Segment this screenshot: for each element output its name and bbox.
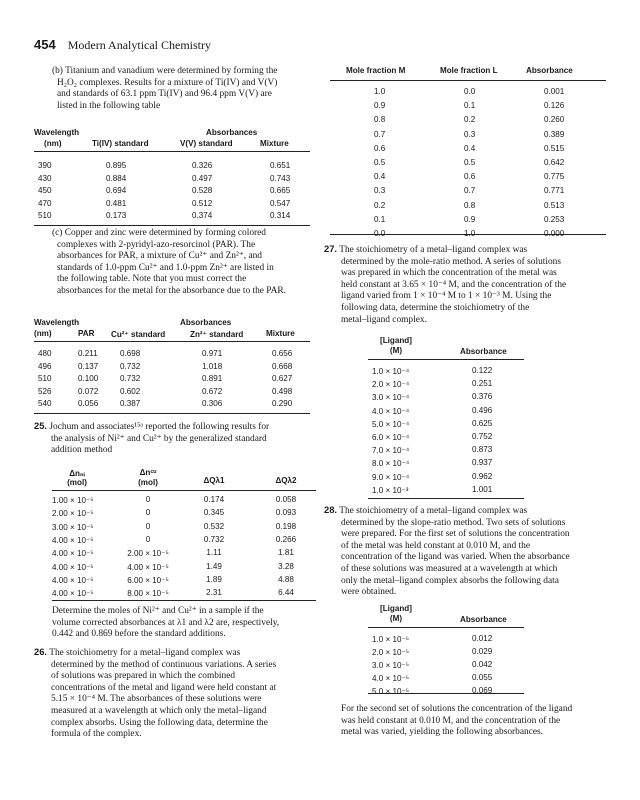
table-row	[34, 387, 310, 399]
problem-28-after	[341, 704, 617, 739]
col-header-ligand: [Ligand]	[380, 604, 412, 613]
text-line: listed in the following table	[57, 100, 161, 111]
text-line: (c) Copper and zinc were determined by forming colored	[52, 228, 266, 238]
table-cell: 0.602	[120, 386, 141, 396]
table-cell: 0.515	[544, 143, 565, 153]
table-rule	[52, 490, 316, 491]
table-row	[330, 186, 606, 198]
col-header-mf-l: Mole fraction L	[440, 66, 498, 75]
text-line: of these solutions was measured at a wavelength at which	[341, 563, 558, 574]
table-row	[52, 575, 316, 587]
table-cell: 4.00 × 10⁻⁵	[52, 575, 94, 585]
table-cell: 0.8	[374, 115, 386, 125]
table-cell: 470	[38, 198, 52, 208]
col-header-dn-cu: Δnᶜᵘ	[139, 468, 157, 477]
table-cell: 1.00 × 10⁻⁵	[52, 496, 94, 505]
text-line: The stoichiometry of a metal–ligand complex was	[339, 245, 528, 255]
table-cell: 0.100	[78, 374, 99, 383]
table-cell: 0.732	[120, 374, 141, 383]
col-header-absorbances: Absorbances	[206, 128, 258, 137]
text-line: complexes with 2-pyridyl-azo-resorcinol (PAR). The	[57, 239, 256, 250]
table-cell: 0.042	[472, 660, 493, 669]
table-row	[52, 562, 316, 574]
table-cell: 0.137	[78, 361, 99, 371]
table-cell: 0.698	[120, 349, 141, 358]
col-header-zn: Zn²⁺ standard	[190, 330, 244, 339]
text-line: standards of 1.0-ppm Cu²⁺ and 1.0-ppm Zn²⁺ are listed in	[57, 262, 274, 273]
col-header-mixture: Mixture	[266, 329, 295, 338]
table-cell: 0.668	[272, 361, 293, 371]
table-cell: 4.00 × 10⁻⁵	[52, 589, 94, 599]
table-rule	[52, 600, 316, 601]
table-cell: 0.651	[270, 161, 291, 170]
text-line: was prepared in which the concentration of the metal was	[341, 268, 557, 279]
table-cell: 0.642	[544, 158, 565, 167]
table-cell: 1.89	[206, 574, 222, 584]
table-cell: 3.28	[278, 561, 294, 571]
table-cell: 510	[38, 374, 52, 383]
table-cell: 0.9	[374, 101, 386, 111]
table-row	[368, 419, 524, 431]
col-header-absorbance: Absorbance	[460, 615, 507, 624]
table-row	[368, 458, 524, 470]
table-cell: 0.497	[192, 173, 213, 183]
table-row	[34, 186, 310, 198]
table-cell: 0	[145, 508, 151, 518]
table-cell: 0.9	[464, 214, 476, 224]
table-cell: 0.126	[544, 101, 565, 111]
text-line: determined by the method of continuous variations. A series	[51, 659, 277, 670]
table-rule	[330, 234, 606, 235]
col-header-par: PAR	[78, 329, 95, 338]
table-cell: 5.0 × 10⁻⁵	[372, 687, 410, 696]
table-cell: 1.0 × 10⁻⁴	[372, 367, 410, 376]
problem-28-text	[324, 504, 614, 599]
table-cell: 4.88	[278, 574, 294, 584]
table-cell: 0.314	[270, 211, 291, 220]
table-cell: 0.4	[374, 172, 386, 182]
table-25	[52, 468, 316, 608]
table-cell: 0.1	[464, 101, 476, 111]
running-title: Modern Analytical Chemistry	[67, 38, 212, 52]
table-row	[368, 686, 524, 698]
text-line: the analysis of Ni²⁺ and Cu²⁺ by the generalized standard	[51, 433, 267, 444]
table-row	[34, 174, 310, 186]
table-cell: 510	[38, 211, 52, 220]
table-cell: 0.512	[192, 198, 213, 208]
table-cell: 4.00 × 10⁻⁵	[127, 562, 169, 572]
text-line: were obtained.	[341, 587, 397, 598]
col-header-absorbances: Absorbances	[180, 318, 232, 327]
table-cell: 0.3	[464, 129, 476, 139]
table-cell: 0.173	[106, 211, 127, 220]
table-cell: 0.7	[374, 129, 386, 139]
table-cell: 0.513	[544, 200, 565, 210]
text-line: were prepared. For the first set of solutions the concentration	[341, 529, 570, 540]
table-cell: 0.3	[374, 186, 386, 196]
table-row	[330, 201, 606, 213]
table-cell: 0.058	[275, 495, 297, 504]
table-cell: 0.884	[106, 173, 127, 183]
table-cell: 0.873	[472, 445, 493, 455]
text-line: absorbances for PAR, a mixture of Cu²⁺ and Zn²⁺, and	[57, 251, 262, 262]
table-cell: 0.895	[106, 161, 127, 170]
table-cell: 0.072	[78, 386, 99, 396]
problem-number: 25.	[34, 420, 48, 431]
table-row	[368, 485, 524, 497]
text-line: The stoichiometry for a metal–ligand complex was	[49, 648, 241, 658]
table-b	[34, 128, 310, 228]
table-cell: 0	[145, 521, 151, 531]
table-cell: 0.7	[464, 186, 476, 196]
table-cell: 0	[145, 534, 151, 544]
table-28	[368, 604, 524, 696]
table-cell: 496	[38, 361, 52, 371]
table-cell: 0.547	[270, 198, 291, 208]
table-row	[34, 399, 310, 411]
table-row	[34, 199, 310, 211]
table-cell: 0.093	[275, 508, 297, 518]
text-line: held constant at 3.65 × 10⁻⁴ M, and the concentration of the	[341, 279, 567, 290]
table-cell: 0.627	[272, 374, 293, 383]
table-cell: 5.0 × 10⁻⁴	[372, 419, 410, 429]
table-row	[330, 215, 606, 227]
table-row	[34, 349, 310, 361]
table-rule	[368, 359, 524, 360]
table-cell: 7.0 × 10⁻⁴	[372, 446, 410, 456]
table-row	[330, 172, 606, 184]
table-cell: 0.962	[472, 471, 493, 481]
col-header-mixture: Mixture	[260, 139, 289, 148]
table-row	[368, 379, 524, 391]
table-cell: 1.018	[202, 361, 223, 371]
table-rule	[368, 693, 524, 694]
table-row	[330, 229, 606, 241]
table-cell: 0.4	[464, 143, 476, 153]
table-row	[368, 366, 524, 378]
text-line: measured at a wavelength at which only the metal–ligand	[51, 705, 267, 716]
table-cell: 0.496	[472, 405, 493, 415]
col-header-v: V(V) standard	[180, 139, 233, 148]
table-cell: 1.0 × 10⁻³	[372, 485, 409, 495]
table-cell: 0.0	[374, 229, 386, 238]
table-cell: 0.743	[270, 173, 291, 183]
table-cell: 0.625	[472, 418, 493, 428]
table-cell: 3.00 × 10⁻⁵	[52, 522, 94, 532]
text-line: of the metal was held constant at 0.010 M, and the	[341, 540, 531, 551]
table-row	[368, 445, 524, 457]
table-cell: 0.251	[472, 379, 493, 389]
table-rule	[330, 80, 606, 81]
table-cell: 1.0	[464, 229, 476, 238]
problem-25-after	[52, 606, 316, 641]
table-mole-fraction	[330, 66, 606, 236]
table-cell: 0.665	[270, 186, 291, 195]
table-cell: 0.5	[464, 158, 476, 167]
table-cell: 0.1	[374, 214, 386, 224]
col-header-m: (M)	[389, 614, 403, 623]
table-row	[330, 158, 606, 170]
table-cell: 0.012	[472, 634, 493, 643]
table-cell: 2.31	[206, 588, 222, 598]
problem-number: 26.	[34, 646, 48, 657]
table-cell: 0.029	[472, 647, 493, 656]
text-line: The stoichiometry of a metal–ligand complex was	[339, 506, 528, 516]
table-cell: 0.260	[544, 115, 565, 125]
col-header-m: (M)	[389, 346, 403, 355]
table-rule	[34, 151, 310, 152]
table-row	[330, 130, 606, 142]
table-cell: 4.00 × 10⁻⁵	[52, 549, 94, 559]
text-line: only the metal–ligand complex absorbs the following data	[341, 575, 559, 586]
table-cell: 4.0 × 10⁻⁵	[372, 674, 410, 683]
table-cell: 0.056	[78, 399, 99, 408]
table-cell: 9.0 × 10⁻⁴	[372, 472, 410, 482]
table-row	[52, 522, 316, 534]
text-line: the following table. Note that you must correct the	[57, 274, 247, 285]
table-row	[330, 115, 606, 127]
table-cell: 8.0 × 10⁻⁴	[372, 459, 410, 469]
problem-number: 28.	[324, 504, 338, 515]
page-number: 454	[34, 37, 56, 52]
text-line: was held constant at 0.010 M, and the concentration of the	[341, 715, 561, 726]
table-cell: 0.174	[203, 495, 225, 504]
table-cell: 480	[38, 349, 52, 358]
text-line: (b) Titanium and vanadium were determined by forming the	[52, 66, 278, 76]
table-row	[52, 508, 316, 520]
text-line: Determine the moles of Ni²⁺ and Cu²⁺ in a sample if the	[52, 606, 264, 616]
table-cell: 4.00 × 10⁻⁵	[52, 535, 94, 545]
table-row	[34, 211, 310, 223]
table-cell: 0.374	[192, 211, 213, 220]
table-row	[52, 588, 316, 600]
table-rule	[368, 627, 524, 628]
table-cell: 0.198	[275, 521, 297, 531]
table-cell: 2.0 × 10⁻⁴	[372, 380, 410, 390]
table-row	[52, 495, 316, 507]
table-cell: 1.11	[206, 548, 222, 558]
table-cell: 0.2	[374, 200, 386, 210]
table-cell: 0.5	[374, 158, 386, 167]
table-cell: 1.49	[206, 561, 222, 571]
table-cell: 0.891	[202, 374, 223, 383]
col-header-absorbance: Absorbance	[460, 347, 507, 356]
table-cell: 3.0 × 10⁻⁴	[372, 393, 410, 403]
table-cell: 0.345	[203, 508, 225, 518]
col-header-dn-ni: Δnₙᵢ	[69, 469, 85, 478]
table-cell: 1.0	[374, 87, 386, 96]
table-cell: 1.81	[278, 548, 294, 558]
problem-26-text	[34, 646, 314, 741]
table-cell: 0.732	[120, 361, 141, 371]
text-line: 5.15 × 10⁻⁴ M. The absorbances of these solutions were	[51, 694, 262, 705]
table-row	[368, 472, 524, 484]
table-row	[368, 432, 524, 444]
table-c	[34, 318, 310, 418]
table-cell: 0.069	[472, 686, 493, 695]
table-cell: 0.971	[202, 349, 223, 358]
table-cell: 0.937	[472, 458, 493, 468]
table-cell: 6.00 × 10⁻⁵	[127, 575, 169, 585]
text-line: following data, determine the stoichiometry of the	[341, 302, 530, 313]
table-cell: 0.694	[106, 186, 127, 195]
col-header-cu: Cu²⁺ standard	[111, 330, 166, 339]
table-row	[34, 161, 310, 173]
problem-25-text	[34, 420, 314, 457]
table-cell: 0.672	[202, 386, 223, 396]
table-cell: 0.0	[464, 87, 476, 96]
table-rule	[34, 225, 310, 226]
table-row	[330, 87, 606, 99]
col-header-dq1: ΔQλ1	[203, 476, 225, 485]
table-cell: 0.253	[544, 214, 565, 224]
table-row	[34, 362, 310, 374]
running-header	[34, 36, 211, 54]
table-cell: 0.306	[202, 399, 223, 408]
table-cell: 6.0 × 10⁻⁴	[372, 433, 410, 442]
table-cell: 0.266	[275, 534, 297, 544]
table-cell: 0.498	[272, 386, 293, 396]
text-line: Jochum and associates¹⁵ᵃ reported the following results for	[49, 422, 270, 432]
table-cell: 0.732	[203, 534, 225, 544]
table-cell: 0.775	[544, 172, 565, 182]
table-cell: 0.532	[203, 521, 225, 531]
col-header-mol: (mol)	[138, 478, 158, 487]
table-cell: 2.0 × 10⁻⁵	[372, 648, 410, 657]
table-cell: 8.00 × 10⁻⁵	[127, 589, 169, 599]
col-header-ligand: [Ligand]	[380, 336, 412, 345]
table-cell: 390	[38, 161, 52, 170]
text-line: addition method	[51, 445, 113, 456]
table-rule	[368, 498, 524, 499]
table-cell: 4.0 × 10⁻⁴	[372, 406, 410, 416]
col-header-mol: (mol)	[67, 478, 87, 487]
col-header-nm: (nm)	[44, 139, 62, 148]
table-cell: 0.656	[272, 349, 293, 358]
col-header-nm: (nm)	[34, 329, 52, 338]
table-cell: 0.000	[544, 229, 565, 238]
text-line: formula of the complex.	[51, 729, 142, 740]
table-row	[368, 392, 524, 404]
table-rule	[34, 413, 310, 414]
table-row	[330, 101, 606, 113]
text-line: H₂O₂ complexes. Results for a mixture of Ti(IV) and V(V)	[57, 77, 278, 88]
table-rule	[34, 341, 310, 342]
table-cell: 0.211	[78, 349, 98, 358]
table-cell: 0.528	[192, 186, 213, 195]
table-cell: 0.387	[120, 399, 141, 408]
table-cell: 3.0 × 10⁻⁵	[372, 661, 410, 670]
text-line: concentrations of the metal and ligand were held constant at	[51, 682, 277, 693]
table-row	[52, 535, 316, 547]
table-cell: 0.6	[374, 143, 386, 153]
table-cell: 6.44	[278, 588, 294, 598]
table-cell: 0.055	[472, 673, 493, 682]
col-header-absorbance: Absorbance	[526, 66, 573, 75]
table-cell: 430	[38, 173, 52, 183]
table-row	[34, 374, 310, 386]
table-cell: 0.326	[192, 161, 213, 170]
problem-27-text	[324, 243, 614, 326]
col-header-ti: Ti(IV) standard	[92, 139, 149, 148]
table-row	[52, 548, 316, 560]
table-cell: 0.389	[544, 129, 565, 139]
table-cell: 0.376	[472, 392, 493, 402]
table-cell: 0.481	[106, 198, 127, 208]
text-line: metal–ligand complex.	[341, 314, 427, 325]
text-line: determined by the slope-ratio method. Two sets of solutions	[341, 517, 566, 528]
text-line: volume corrected absorbances at λ1 and λ2 are, respectively,	[52, 617, 280, 628]
table-cell: 0	[145, 495, 151, 504]
table-cell: 0.2	[464, 115, 476, 125]
table-cell: 0.752	[472, 432, 493, 441]
table-row	[368, 673, 524, 685]
table-row	[330, 144, 606, 156]
text-line: and standards of 63.1 ppm Ti(IV) and 96.4 ppm V(V) are	[57, 89, 272, 100]
table-27	[368, 336, 524, 498]
text-line: concentration of the ligand was varied. When the absorbance	[341, 552, 570, 563]
table-cell: 0.122	[472, 366, 493, 375]
table-cell: 1.001	[472, 484, 493, 494]
text-line: complex absorbs. Using the following data, determine the	[51, 717, 268, 728]
table-cell: 540	[38, 399, 52, 408]
text-line: 0.442 and 0.869 before the standard additions.	[52, 629, 226, 640]
part-c-text	[52, 228, 312, 298]
table-cell: 0.8	[464, 200, 476, 210]
table-cell: 4.00 × 10⁻⁵	[52, 562, 94, 572]
text-line: absorbances for the metal for the absorbance due to the PAR.	[57, 285, 287, 296]
table-cell: 2.00 × 10⁻⁵	[127, 549, 169, 559]
table-cell: 526	[38, 386, 52, 396]
table-cell: 0.771	[544, 186, 565, 196]
table-row	[368, 634, 524, 646]
table-cell: 0.290	[272, 399, 293, 408]
text-line: determined by the mole-ratio method. A series of solutions	[341, 256, 562, 267]
table-cell: 0.6	[464, 172, 476, 182]
table-cell: 1.0 × 10⁻⁵	[372, 635, 410, 644]
table-cell: 0.001	[544, 87, 565, 96]
text-line: For the second set of solutions the concentration of the ligand	[341, 704, 573, 714]
problem-number: 27.	[324, 243, 338, 254]
col-header-dq2: ΔQλ2	[275, 476, 297, 485]
text-line: ligand varied from 1 × 10⁻⁴ M to 1 × 10⁻³ M. Using the	[341, 291, 552, 302]
table-cell: 2.00 × 10⁻⁵	[52, 509, 94, 519]
table-cell: 450	[38, 186, 52, 195]
table-row	[368, 660, 524, 672]
part-b-text	[52, 66, 312, 112]
col-header-wavelength: Wavelength	[34, 318, 80, 327]
text-line: of solutions was prepared in which the combined	[51, 671, 236, 682]
text-line: metal was varied, yielding the following absorbances.	[341, 727, 544, 738]
col-header-mf-m: Mole fraction M	[346, 66, 406, 75]
col-header-wavelength: Wavelength	[34, 128, 80, 137]
table-row	[368, 406, 524, 418]
table-row	[368, 647, 524, 659]
